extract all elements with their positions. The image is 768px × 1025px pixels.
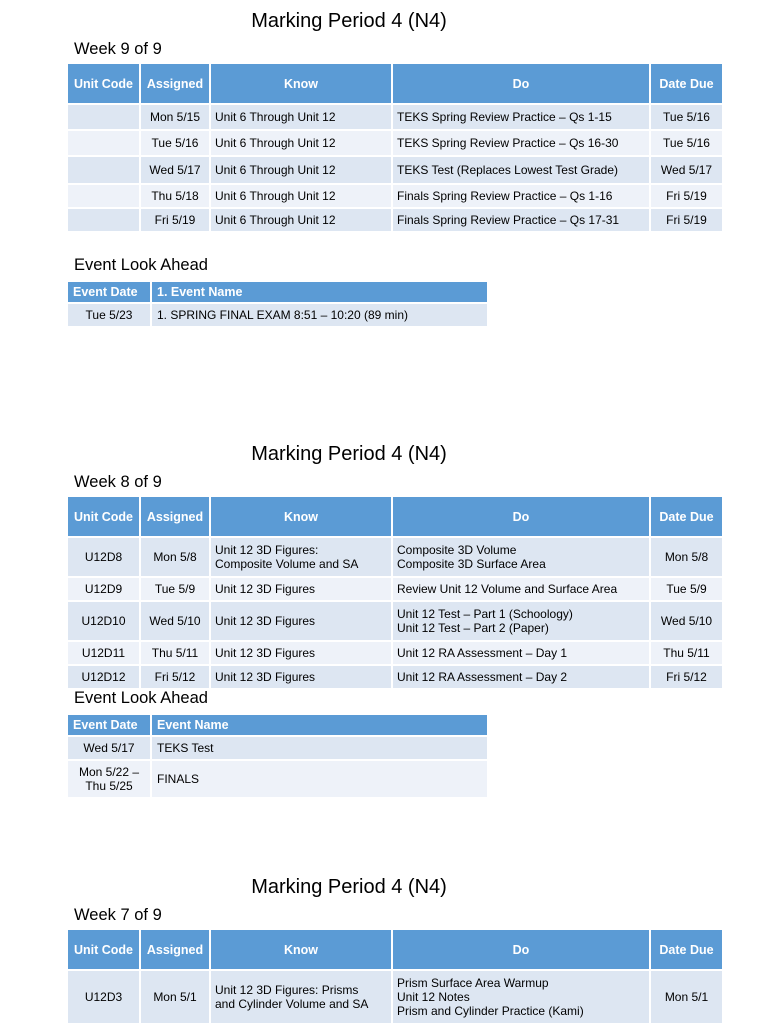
know-cell: Unit 12 3D Figures: Prisms and Cylinder Volume and SA [210, 970, 392, 1024]
know-cell: Unit 6 Through Unit 12 [210, 104, 392, 130]
know-cell: Unit 12 3D Figures [210, 577, 392, 601]
unit-code-cell [68, 104, 140, 130]
assigned-cell: Mon 5/1 [140, 970, 210, 1024]
date-due-cell: Fri 5/19 [650, 208, 723, 232]
do-cell: Review Unit 12 Volume and Surface Area [392, 577, 650, 601]
assigned-cell: Mon 5/8 [140, 537, 210, 577]
event-name-cell: 1. SPRING FINAL EXAM 8:51 – 10:20 (89 min) [151, 303, 488, 327]
date-due-cell: Mon 5/1 [650, 970, 723, 1024]
table-row [68, 641, 723, 665]
event-table-2 [68, 715, 489, 799]
assigned-cell: Thu 5/11 [140, 641, 210, 665]
col-do: Do [392, 64, 650, 104]
assigned-cell: Fri 5/19 [140, 208, 210, 232]
schedule-table-week-9 [68, 64, 724, 233]
event-name-cell: TEKS Test [151, 736, 488, 760]
unit-code-cell: U12D10 [68, 601, 140, 641]
date-due-cell: Tue 5/9 [650, 577, 723, 601]
date-due-cell: Wed 5/17 [650, 156, 723, 184]
table-row [68, 537, 723, 577]
know-cell: Unit 12 3D Figures [210, 641, 392, 665]
know-cell: Unit 12 3D Figures: Composite Volume and SA [210, 537, 392, 577]
event-look-ahead-title-2: Event Look Ahead [74, 689, 208, 707]
date-due-cell: Mon 5/8 [650, 537, 723, 577]
table-row [68, 665, 723, 689]
know-cell: Unit 12 3D Figures [210, 601, 392, 641]
date-due-cell: Thu 5/11 [650, 641, 723, 665]
assigned-cell: Mon 5/15 [140, 104, 210, 130]
assigned-cell: Tue 5/16 [140, 130, 210, 156]
unit-code-cell [68, 208, 140, 232]
do-cell: TEKS Spring Review Practice – Qs 1-15 [392, 104, 650, 130]
col-date-due: Date Due [650, 930, 723, 970]
week-title-2: Week 8 of 9 [74, 473, 162, 491]
date-due-cell: Tue 5/16 [650, 130, 723, 156]
col-know: Know [210, 64, 392, 104]
do-cell: Prism Surface Area Warmup Unit 12 Notes Prism and Cylinder Practice (Kami) [392, 970, 650, 1024]
table-row [68, 130, 723, 156]
know-cell: Unit 6 Through Unit 12 [210, 130, 392, 156]
event-name-cell: FINALS [151, 760, 488, 798]
date-due-cell: Fri 5/12 [650, 665, 723, 689]
col-date-due: Date Due [650, 497, 723, 537]
col-event-name: 1. Event Name [151, 282, 488, 303]
event-row [68, 303, 488, 327]
know-cell: Unit 6 Through Unit 12 [210, 208, 392, 232]
do-cell: TEKS Test (Replaces Lowest Test Grade) [392, 156, 650, 184]
col-event-date: Event Date [68, 282, 151, 303]
table-row [68, 601, 723, 641]
marking-period-title-2: Marking Period 4 (N4) [251, 443, 447, 465]
do-cell: Finals Spring Review Practice – Qs 17-31 [392, 208, 650, 232]
table-row [68, 208, 723, 232]
unit-code-cell: U12D12 [68, 665, 140, 689]
marking-period-title-3: Marking Period 4 (N4) [251, 876, 447, 898]
col-assigned: Assigned [140, 497, 210, 537]
col-unit-code: Unit Code [68, 497, 140, 537]
col-do: Do [392, 497, 650, 537]
col-unit-code: Unit Code [68, 930, 140, 970]
event-row [68, 736, 488, 760]
know-cell: Unit 6 Through Unit 12 [210, 156, 392, 184]
table-row [68, 156, 723, 184]
col-unit-code: Unit Code [68, 64, 140, 104]
schedule-table-week-8 [68, 497, 724, 690]
unit-code-cell [68, 130, 140, 156]
event-date-cell: Tue 5/23 [68, 303, 151, 327]
col-event-name: Event Name [151, 715, 488, 736]
do-cell: Unit 12 RA Assessment – Day 1 [392, 641, 650, 665]
table-row [68, 970, 723, 1024]
table-row [68, 577, 723, 601]
col-event-date: Event Date [68, 715, 151, 736]
know-cell: Unit 12 3D Figures [210, 665, 392, 689]
event-date-cell: Wed 5/17 [68, 736, 151, 760]
table-row [68, 104, 723, 130]
col-date-due: Date Due [650, 64, 723, 104]
col-know: Know [210, 497, 392, 537]
unit-code-cell [68, 184, 140, 208]
unit-code-cell [68, 156, 140, 184]
unit-code-cell: U12D8 [68, 537, 140, 577]
schedule-table-week-7 [68, 930, 724, 1025]
event-row [68, 760, 488, 798]
know-cell: Unit 6 Through Unit 12 [210, 184, 392, 208]
date-due-cell: Wed 5/10 [650, 601, 723, 641]
week-title-1: Week 9 of 9 [74, 40, 162, 58]
unit-code-cell: U12D9 [68, 577, 140, 601]
date-due-cell: Tue 5/16 [650, 104, 723, 130]
assigned-cell: Fri 5/12 [140, 665, 210, 689]
do-cell: Unit 12 Test – Part 1 (Schoology) Unit 12 Test – Part 2 (Paper) [392, 601, 650, 641]
do-cell: Unit 12 RA Assessment – Day 2 [392, 665, 650, 689]
table-row [68, 184, 723, 208]
assigned-cell: Thu 5/18 [140, 184, 210, 208]
assigned-cell: Tue 5/9 [140, 577, 210, 601]
col-assigned: Assigned [140, 64, 210, 104]
col-know: Know [210, 930, 392, 970]
event-table-1 [68, 282, 489, 328]
do-cell: Composite 3D Volume Composite 3D Surface Area [392, 537, 650, 577]
date-due-cell: Fri 5/19 [650, 184, 723, 208]
event-date-cell: Mon 5/22 – Thu 5/25 [68, 760, 151, 798]
assigned-cell: Wed 5/17 [140, 156, 210, 184]
assigned-cell: Wed 5/10 [140, 601, 210, 641]
col-do: Do [392, 930, 650, 970]
week-title-3: Week 7 of 9 [74, 906, 162, 924]
event-look-ahead-title-1: Event Look Ahead [74, 256, 208, 274]
unit-code-cell: U12D3 [68, 970, 140, 1024]
do-cell: TEKS Spring Review Practice – Qs 16-30 [392, 130, 650, 156]
marking-period-title-1: Marking Period 4 (N4) [251, 10, 447, 32]
col-assigned: Assigned [140, 930, 210, 970]
do-cell: Finals Spring Review Practice – Qs 1-16 [392, 184, 650, 208]
unit-code-cell: U12D11 [68, 641, 140, 665]
